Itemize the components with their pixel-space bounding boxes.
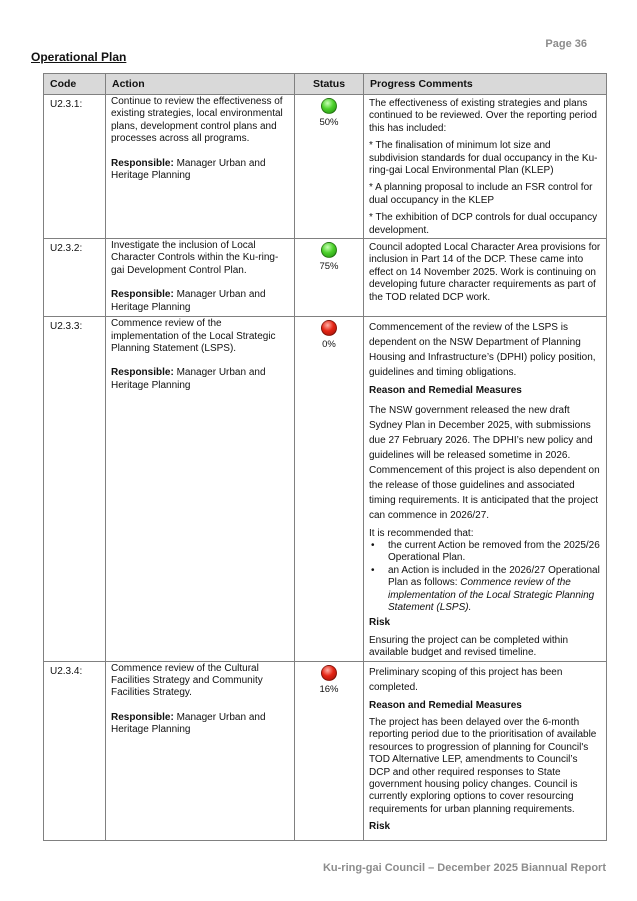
- table-row: [44, 239, 607, 317]
- action-code: U2.3.1:: [44, 95, 106, 239]
- header-progress-comments: Progress Comments: [364, 74, 607, 95]
- comment-paragraph: * The finalisation of minimum lot size and subdivision standards for dual occupancy in the Ku-ring-gai Local Environmental Plan (KLEP): [369, 140, 598, 177]
- comment-intro: Preliminary scoping of this project has been completed.: [369, 666, 563, 693]
- bullet-italic: Commence review of the implementation of the Local Strategic Planning Statement (LSPS).: [388, 577, 595, 613]
- responsible-value: Manager Urban and Heritage Planning: [111, 367, 266, 391]
- status-percentage: 50%: [319, 117, 339, 128]
- header-action: Action: [106, 74, 295, 95]
- table-header-row: [44, 74, 607, 95]
- action-cell: [106, 239, 295, 317]
- action-text: Commence review of the implementation of the Local Strategic Planning Statement (LSPS).: [111, 318, 276, 354]
- comment-intro: Commencement of the review of the LSPS is dependent on the NSW Department of Planning Housing and Infrastructure’s (DPHI) policy position, guidelines and timing obligations.: [369, 322, 596, 379]
- responsible-value: Manager Urban and Heritage Planning: [111, 711, 266, 736]
- status-cell: [295, 239, 364, 317]
- recommend-intro: It is recommended that:: [369, 527, 474, 539]
- action-cell: [106, 661, 295, 840]
- action-code: U2.3.3:: [44, 317, 106, 661]
- green-status-icon: [321, 242, 337, 258]
- action-code: U2.3.4:: [44, 661, 106, 840]
- status-cell: [295, 95, 364, 239]
- risk-heading: Risk: [369, 821, 391, 833]
- status-percentage: 75%: [319, 261, 339, 273]
- action-text: Investigate the inclusion of Local Character Controls within the Ku-ring-gai Development Control Plan.: [111, 240, 279, 276]
- action-text: Commence review of the Cultural Facilities Strategy and Community Facilities Strategy.: [111, 662, 263, 699]
- responsible-label: Responsible:: [111, 711, 174, 723]
- responsible-value: Manager Urban and Heritage Planning: [111, 157, 266, 182]
- header-status: Status: [295, 74, 364, 95]
- action-cell: [106, 317, 295, 661]
- report-footer: Ku-ring-gai Council – December 2025 Biannual Report: [322, 862, 606, 874]
- progress-comments: [364, 239, 607, 317]
- header-code: Code: [44, 74, 106, 95]
- reason-heading: Reason and Remedial Measures: [369, 385, 522, 397]
- status-percentage: 16%: [319, 683, 339, 695]
- comment-paragraph: * A planning proposal to include an FSR control for dual occupancy in the KLEP: [369, 182, 593, 206]
- green-status-icon: [321, 98, 337, 114]
- risk-text: Ensuring the project can be completed within available budget and revised timeline.: [369, 634, 569, 659]
- list-item: • the current Action be removed from the 2025/26 Operational Plan.: [369, 540, 601, 565]
- red-status-icon: [321, 665, 337, 681]
- status-cell: [295, 661, 364, 840]
- table-row: [44, 317, 607, 661]
- responsible-label: Responsible:: [111, 289, 174, 301]
- risk-heading: Risk: [369, 617, 391, 629]
- comment-paragraph: * The exhibition of DCP controls for dual occupancy development.: [369, 212, 598, 236]
- red-status-icon: [321, 320, 337, 336]
- responsible-line: [111, 367, 289, 392]
- recommendation-list: [369, 540, 601, 614]
- comment-paragraph: Council adopted Local Character Area provisions for inclusion in Part 14 of the DCP. These came into effect on 14 November 2025. Work is continuing on developing future character requirements as part of the TOD related DCP work.: [369, 242, 601, 303]
- responsible-value: Manager Urban and Heritage Planning: [111, 289, 266, 313]
- reason-text: The NSW government released the new draft Sydney Plan in December 2025, with submissions due 27 February 2026. The DPHI’s new policy and guidelines will be released sometime in 2026. Commencement of this project is also dependent on the release of those guidelines and associated timing requirements. It is anticipated that the project can commence in 2026/27.: [369, 404, 600, 521]
- responsible-line: [111, 712, 289, 737]
- comment-paragraph: The effectiveness of existing strategies and plans continued to be reviewed. Over the reporting period this has included:: [369, 98, 597, 134]
- progress-comments: [364, 661, 607, 840]
- list-item: [369, 565, 601, 615]
- action-text: Continue to review the effectiveness of existing strategies, local environmental plans, development control plans and processes across all programs.: [111, 96, 283, 145]
- reason-text: The project has been delayed over the 6-month reporting period due to the prioritisation of available resources to progression of planning for Council's TOD Alternative LEP, amendments to Council’s DCP and other required responses to State government housing policy changes. Council is currently exploring options to cover resourcing requirements for urban planning requirements.: [369, 716, 597, 815]
- responsible-line: [111, 289, 289, 314]
- operational-plan-table: [43, 73, 607, 841]
- action-code: U2.3.2:: [44, 239, 106, 317]
- responsible-label: Responsible:: [111, 157, 174, 169]
- responsible-line: [111, 158, 289, 183]
- responsible-label: Responsible:: [111, 367, 174, 379]
- status-cell: [295, 317, 364, 661]
- progress-comments: [364, 95, 607, 239]
- table-row: [44, 661, 607, 840]
- table-row: [44, 95, 607, 239]
- reason-heading: Reason and Remedial Measures: [369, 699, 522, 711]
- section-title: Operational Plan: [31, 50, 127, 64]
- action-cell: [106, 95, 295, 239]
- progress-comments: [364, 317, 607, 661]
- page-number: Page 36: [545, 38, 587, 50]
- status-percentage: 0%: [322, 339, 336, 351]
- bullet-lead: an Action is included in the 2026/27 Operational Plan as follows:: [388, 564, 600, 589]
